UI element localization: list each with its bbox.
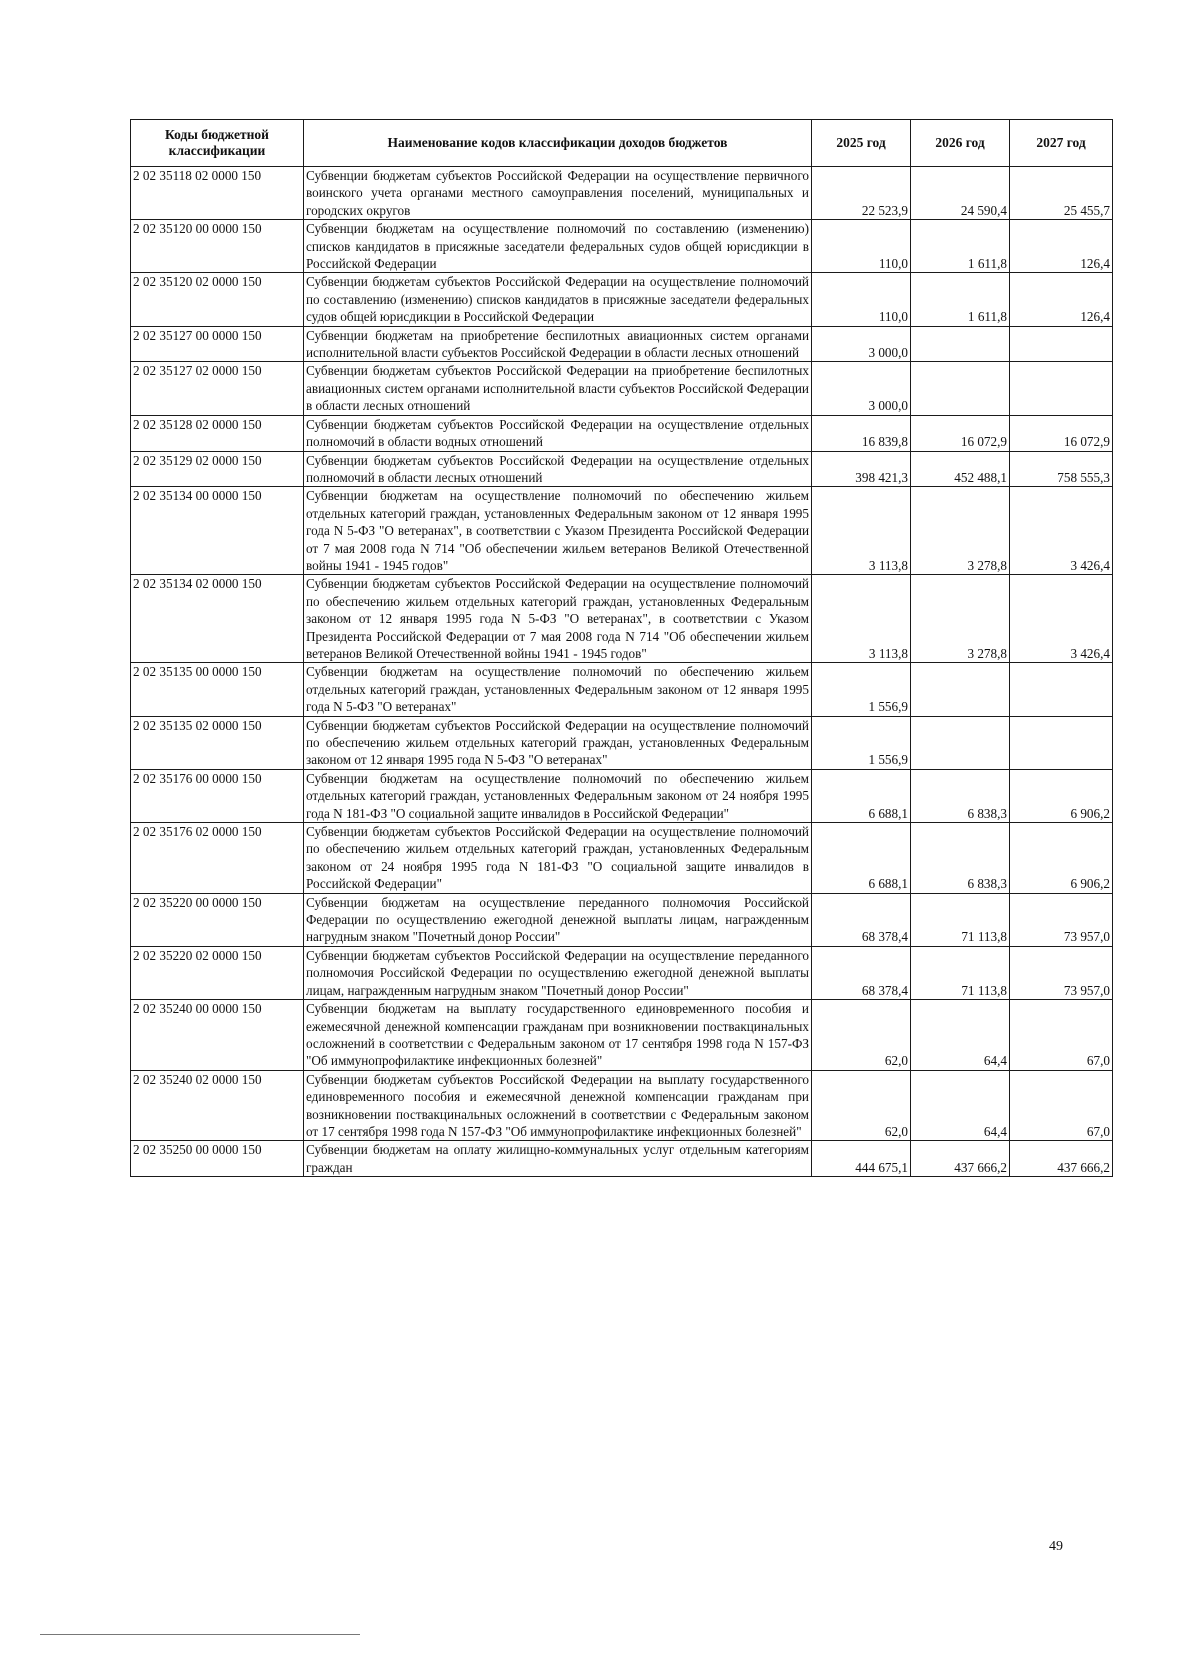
- amount-2025-cell: 110,0: [812, 220, 911, 273]
- table-row: [131, 487, 1113, 575]
- amount-2027-cell: 73 957,0: [1010, 946, 1113, 999]
- amount-2026-cell: 71 113,8: [911, 893, 1010, 946]
- table-row: [131, 716, 1113, 769]
- budget-code-cell: 2 02 35128 02 0000 150: [131, 415, 304, 451]
- amount-2025-cell: 110,0: [812, 273, 911, 326]
- table-row: [131, 946, 1113, 999]
- amount-2026-cell: 3 278,8: [911, 575, 1010, 663]
- table-row: [131, 1070, 1113, 1141]
- amount-2027-cell: [1010, 362, 1113, 415]
- amount-2026-cell: 16 072,9: [911, 415, 1010, 451]
- amount-2026-cell: 3 278,8: [911, 487, 1010, 575]
- table-row: [131, 415, 1113, 451]
- table-row: [131, 451, 1113, 487]
- table-row: [131, 220, 1113, 273]
- budget-code-cell: 2 02 35134 02 0000 150: [131, 575, 304, 663]
- revenue-name-cell: Субвенции бюджетам субъектов Российской Федерации на осуществление переданного полномочия Российской Федерации по осуществлению ежегодной денежной выплаты лицам, награжденным нагрудным знаком "Почетный донор России": [304, 946, 812, 999]
- revenue-name-cell: Субвенции бюджетам субъектов Российской Федерации на осуществление отдельных полномочий в области водных отношений: [304, 415, 812, 451]
- budget-revenue-table: [130, 119, 1113, 1177]
- amount-2027-cell: 16 072,9: [1010, 415, 1113, 451]
- amount-2025-cell: 68 378,4: [812, 946, 911, 999]
- revenue-name-cell: Субвенции бюджетам субъектов Российской Федерации на осуществление полномочий по обеспечению жильем отдельных категорий граждан, установленных Федеральным законом от 12 января 1995 года N 5-ФЗ "О ветеранах": [304, 716, 812, 769]
- budget-code-cell: 2 02 35127 00 0000 150: [131, 326, 304, 362]
- amount-2026-cell: 71 113,8: [911, 946, 1010, 999]
- table-body: [131, 167, 1113, 1177]
- amount-2025-cell: 6 688,1: [812, 823, 911, 894]
- table-row: [131, 1000, 1113, 1071]
- amount-2025-cell: 1 556,9: [812, 716, 911, 769]
- amount-2026-cell: [911, 362, 1010, 415]
- header-2025: 2025 год: [812, 120, 911, 167]
- amount-2027-cell: 758 555,3: [1010, 451, 1113, 487]
- budget-code-cell: 2 02 35120 02 0000 150: [131, 273, 304, 326]
- budget-code-cell: 2 02 35135 00 0000 150: [131, 663, 304, 716]
- amount-2025-cell: 6 688,1: [812, 769, 911, 822]
- amount-2025-cell: 16 839,8: [812, 415, 911, 451]
- amount-2025-cell: 3 113,8: [812, 575, 911, 663]
- revenue-name-cell: Субвенции бюджетам субъектов Российской Федерации на выплату государственного единовременного пособия и ежемесячной денежной компенсации гражданам при возникновении поствакцинальных осложнений в соответствии с Федеральным законом от 17 сентября 1998 года N 157-ФЗ "Об иммунопрофилактике инфекционных болезней": [304, 1070, 812, 1141]
- header-2027: 2027 год: [1010, 120, 1113, 167]
- amount-2026-cell: 452 488,1: [911, 451, 1010, 487]
- amount-2027-cell: 25 455,7: [1010, 167, 1113, 220]
- amount-2026-cell: 24 590,4: [911, 167, 1010, 220]
- amount-2027-cell: 6 906,2: [1010, 769, 1113, 822]
- budget-code-cell: 2 02 35220 00 0000 150: [131, 893, 304, 946]
- amount-2026-cell: [911, 716, 1010, 769]
- amount-2026-cell: 64,4: [911, 1070, 1010, 1141]
- table-row: [131, 326, 1113, 362]
- amount-2027-cell: 67,0: [1010, 1070, 1113, 1141]
- budget-code-cell: 2 02 35127 02 0000 150: [131, 362, 304, 415]
- table-row: [131, 1141, 1113, 1177]
- revenue-name-cell: Субвенции бюджетам на осуществление полномочий по обеспечению жильем отдельных категорий граждан, установленных Федеральным законом от 12 января 1995 года N 5-ФЗ "О ветеранах", в соответствии с Указом Президента Российской Федерации от 7 мая 2008 года N 714 "Об обеспечении жильем ветеранов Великой Отечественной войны 1941 - 1945 годов": [304, 487, 812, 575]
- table-row: [131, 167, 1113, 220]
- budget-code-cell: 2 02 35118 02 0000 150: [131, 167, 304, 220]
- budget-code-cell: 2 02 35250 00 0000 150: [131, 1141, 304, 1177]
- amount-2025-cell: 22 523,9: [812, 167, 911, 220]
- amount-2026-cell: [911, 663, 1010, 716]
- amount-2027-cell: [1010, 663, 1113, 716]
- amount-2027-cell: [1010, 716, 1113, 769]
- header-name: Наименование кодов классификации доходов бюджетов: [304, 120, 812, 167]
- revenue-name-cell: Субвенции бюджетам на осуществление полномочий по обеспечению жильем отдельных категорий граждан, установленных Федеральным законом от 12 января 1995 года N 5-ФЗ "О ветеранах": [304, 663, 812, 716]
- amount-2027-cell: 437 666,2: [1010, 1141, 1113, 1177]
- budget-code-cell: 2 02 35129 02 0000 150: [131, 451, 304, 487]
- amount-2026-cell: 1 611,8: [911, 220, 1010, 273]
- table-row: [131, 893, 1113, 946]
- revenue-name-cell: Субвенции бюджетам субъектов Российской Федерации на осуществление отдельных полномочий в области лесных отношений: [304, 451, 812, 487]
- page-number: 49: [1049, 1539, 1063, 1554]
- amount-2026-cell: 64,4: [911, 1000, 1010, 1071]
- revenue-name-cell: Субвенции бюджетам на осуществление полномочий по обеспечению жильем отдельных категорий граждан, установленных Федеральным законом от 24 ноября 1995 года N 181-ФЗ "О социальной защите инвалидов в Российской Федерации": [304, 769, 812, 822]
- amount-2027-cell: 126,4: [1010, 220, 1113, 273]
- amount-2027-cell: 6 906,2: [1010, 823, 1113, 894]
- amount-2027-cell: 126,4: [1010, 273, 1113, 326]
- amount-2027-cell: 3 426,4: [1010, 575, 1113, 663]
- amount-2026-cell: 1 611,8: [911, 273, 1010, 326]
- revenue-name-cell: Субвенции бюджетам на приобретение беспилотных авиационных систем органами исполнительной власти субъектов Российской Федерации в области лесных отношений: [304, 326, 812, 362]
- revenue-name-cell: Субвенции бюджетам субъектов Российской Федерации на осуществление первичного воинского учета органами местного самоуправления поселений, муниципальных и городских округов: [304, 167, 812, 220]
- budget-code-cell: 2 02 35240 02 0000 150: [131, 1070, 304, 1141]
- budget-code-cell: 2 02 35176 00 0000 150: [131, 769, 304, 822]
- revenue-name-cell: Субвенции бюджетам на выплату государственного единовременного пособия и ежемесячной денежной компенсации гражданам при возникновении поствакцинальных осложнений в соответствии с Федеральным законом от 17 сентября 1998 года N 157-ФЗ "Об иммунопрофилактике инфекционных болезней": [304, 1000, 812, 1071]
- table-row: [131, 575, 1113, 663]
- revenue-name-cell: Субвенции бюджетам на осуществление полномочий по составлению (изменению) списков кандидатов в присяжные заседатели федеральных судов общей юрисдикции в Российской Федерации: [304, 220, 812, 273]
- budget-code-cell: 2 02 35135 02 0000 150: [131, 716, 304, 769]
- revenue-name-cell: Субвенции бюджетам субъектов Российской Федерации на осуществление полномочий по составлению (изменению) списков кандидатов в присяжные заседатели федеральных судов общей юрисдикции в Российской Федерации: [304, 273, 812, 326]
- amount-2027-cell: 73 957,0: [1010, 893, 1113, 946]
- amount-2025-cell: 3 000,0: [812, 326, 911, 362]
- revenue-name-cell: Субвенции бюджетам субъектов Российской Федерации на осуществление полномочий по обеспечению жильем отдельных категорий граждан, установленных Федеральным законом от 24 ноября 1995 года N 181-ФЗ "О социальной защите инвалидов в Российской Федерации": [304, 823, 812, 894]
- amount-2025-cell: 62,0: [812, 1000, 911, 1071]
- table-header-row: [131, 120, 1113, 167]
- table-row: [131, 769, 1113, 822]
- header-code: Коды бюджетной классификации: [131, 120, 304, 167]
- budget-code-cell: 2 02 35120 00 0000 150: [131, 220, 304, 273]
- amount-2027-cell: 67,0: [1010, 1000, 1113, 1071]
- amount-2025-cell: 3 113,8: [812, 487, 911, 575]
- revenue-name-cell: Субвенции бюджетам на осуществление переданного полномочия Российской Федерации по осуществлению ежегодной денежной выплаты лицам, награжденным нагрудным знаком "Почетный донор России": [304, 893, 812, 946]
- amount-2025-cell: 3 000,0: [812, 362, 911, 415]
- table-row: [131, 663, 1113, 716]
- budget-code-cell: 2 02 35134 00 0000 150: [131, 487, 304, 575]
- revenue-name-cell: Субвенции бюджетам субъектов Российской Федерации на осуществление полномочий по обеспечению жильем отдельных категорий граждан, установленных Федеральным законом от 12 января 1995 года N 5-ФЗ "О ветеранах", в соответствии с Указом Президента Российской Федерации от 7 мая 2008 года N 714 "Об обеспечении жильем ветеранов Великой Отечественной войны 1941 - 1945 годов": [304, 575, 812, 663]
- amount-2025-cell: 398 421,3: [812, 451, 911, 487]
- budget-code-cell: 2 02 35220 02 0000 150: [131, 946, 304, 999]
- amount-2026-cell: [911, 326, 1010, 362]
- amount-2026-cell: 6 838,3: [911, 769, 1010, 822]
- table-row: [131, 362, 1113, 415]
- amount-2027-cell: [1010, 326, 1113, 362]
- amount-2027-cell: 3 426,4: [1010, 487, 1113, 575]
- amount-2026-cell: 6 838,3: [911, 823, 1010, 894]
- table-row: [131, 273, 1113, 326]
- table-row: [131, 823, 1113, 894]
- revenue-name-cell: Субвенции бюджетам субъектов Российской Федерации на приобретение беспилотных авиационных систем органами исполнительной власти субъектов Российской Федерации в области лесных отношений: [304, 362, 812, 415]
- footer-divider: [40, 1634, 360, 1635]
- amount-2025-cell: 68 378,4: [812, 893, 911, 946]
- budget-code-cell: 2 02 35176 02 0000 150: [131, 823, 304, 894]
- budget-code-cell: 2 02 35240 00 0000 150: [131, 1000, 304, 1071]
- amount-2025-cell: 62,0: [812, 1070, 911, 1141]
- amount-2025-cell: 444 675,1: [812, 1141, 911, 1177]
- revenue-name-cell: Субвенции бюджетам на оплату жилищно-коммунальных услуг отдельным категориям граждан: [304, 1141, 812, 1177]
- header-2026: 2026 год: [911, 120, 1010, 167]
- amount-2026-cell: 437 666,2: [911, 1141, 1010, 1177]
- amount-2025-cell: 1 556,9: [812, 663, 911, 716]
